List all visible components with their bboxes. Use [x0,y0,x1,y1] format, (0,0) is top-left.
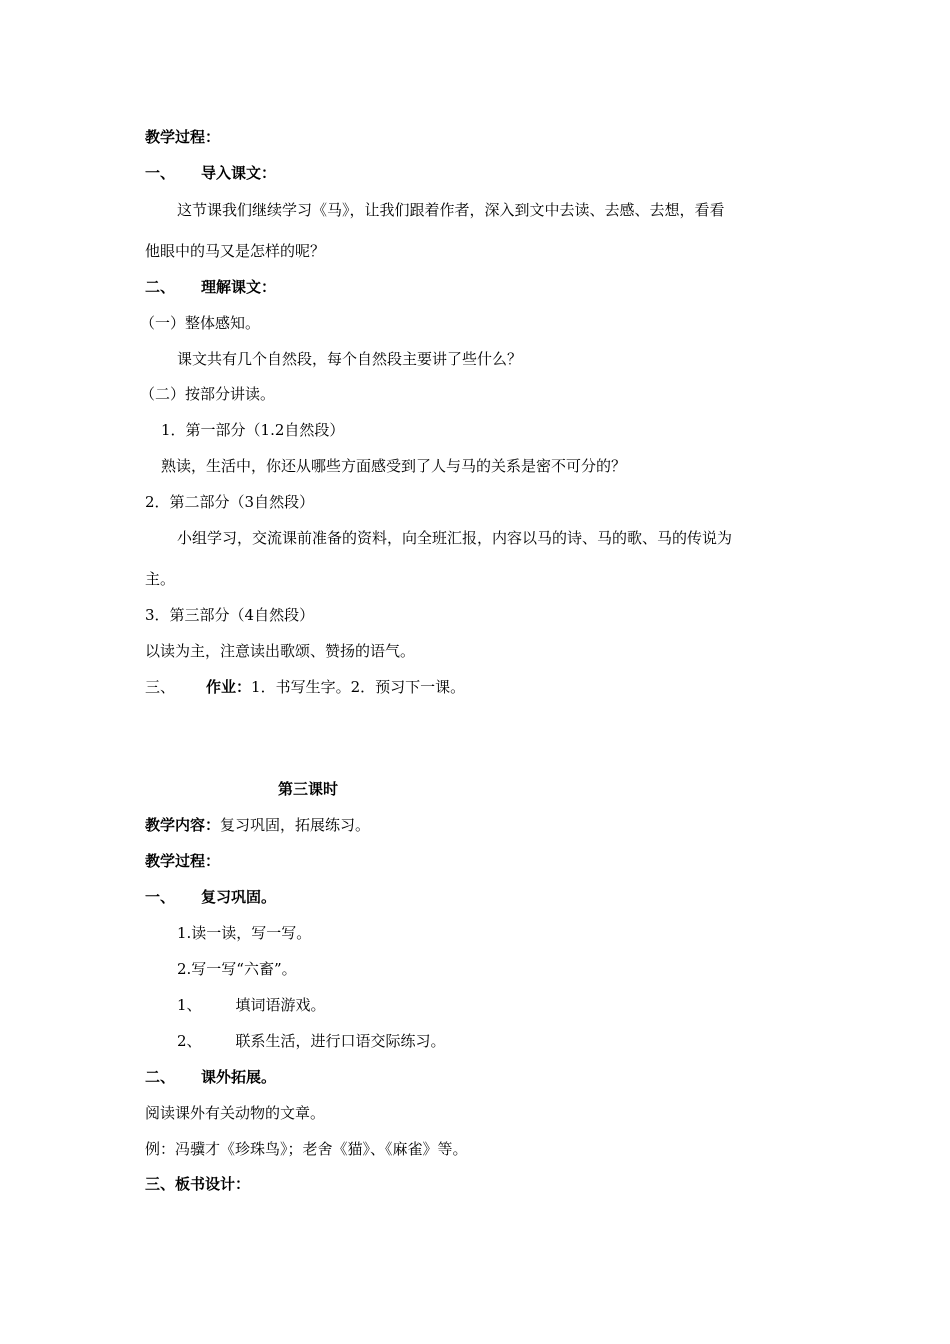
subsection-1-text: 课文共有几个自然段，每个自然段主要讲了些什么？ [177,350,523,368]
teaching-content [145,815,370,835]
part-2-title: 2．第二部分（3自然段） [145,493,315,511]
part-3-title: 3．第三部分（4自然段） [145,606,315,624]
subsection-2: （二）按部分讲读。 [140,385,276,403]
section-number: 二、 [145,278,176,296]
intro-paragraph-line-1: 这节课我们继续学习《马》，让我们跟着作者，深入到文中去读、去感、去想，看看 [177,201,725,219]
part-2-text-line-2: 主。 [145,570,176,588]
review-item-3 [177,995,326,1015]
section-2-heading [145,277,276,297]
review-item-2: 2.写一写“六畜”。 [177,960,297,978]
subsection-1: （一）整体感知。 [140,314,261,332]
part-1-title: 1．第一部分（1.2自然段） [161,421,345,439]
homework-text: 1．书写生字。2．预习下一课。 [251,678,466,696]
extension-heading [145,1067,276,1087]
review-item-4 [177,1031,446,1051]
section-title: 理解课文： [201,278,277,296]
section-1-heading [145,163,276,183]
item-text: 填词语游戏。 [235,996,326,1014]
process-heading-2: 教学过程： [145,852,221,870]
section-title: 复习巩固。 [201,888,277,906]
extension-text: 阅读课外有关动物的文章。 [145,1104,326,1122]
board-design-heading: 三、板书设计： [145,1175,251,1193]
section-number: 一、 [145,164,176,182]
lesson-title: 第三课时 [278,780,339,798]
homework-label: 作业： [206,678,252,696]
section-number: 三、 [145,678,176,696]
section-3-homework [145,677,465,697]
section-number: 一、 [145,888,176,906]
extension-example: 例：冯骥才《珍珠鸟》；老舍《猫》、《麻雀》等。 [145,1140,468,1158]
review-heading [145,887,276,907]
section-title: 课外拓展。 [201,1068,277,1086]
item-text: 联系生活，进行口语交际练习。 [235,1032,446,1050]
content-text: 复习巩固，拓展练习。 [220,816,371,834]
part-2-text-line-1: 小组学习，交流课前准备的资料，向全班汇报，内容以马的诗、马的歌、马的传说为 [177,529,733,547]
item-number: 1、 [177,996,202,1014]
section-number: 二、 [145,1068,176,1086]
content-label: 教学内容： [145,816,221,834]
part-3-text: 以读为主，注意读出歌颂、赞扬的语气。 [145,642,416,660]
section-title: 导入课文： [201,164,277,182]
process-heading: 教学过程： [145,128,221,146]
intro-paragraph-line-2: 他眼中的马又是怎样的呢？ [145,242,326,260]
review-item-1: 1.读一读，写一写。 [177,924,312,942]
part-1-text: 熟读，生活中，你还从哪些方面感受到了人与马的关系是密不可分的？ [161,457,627,475]
item-number: 2、 [177,1032,202,1050]
